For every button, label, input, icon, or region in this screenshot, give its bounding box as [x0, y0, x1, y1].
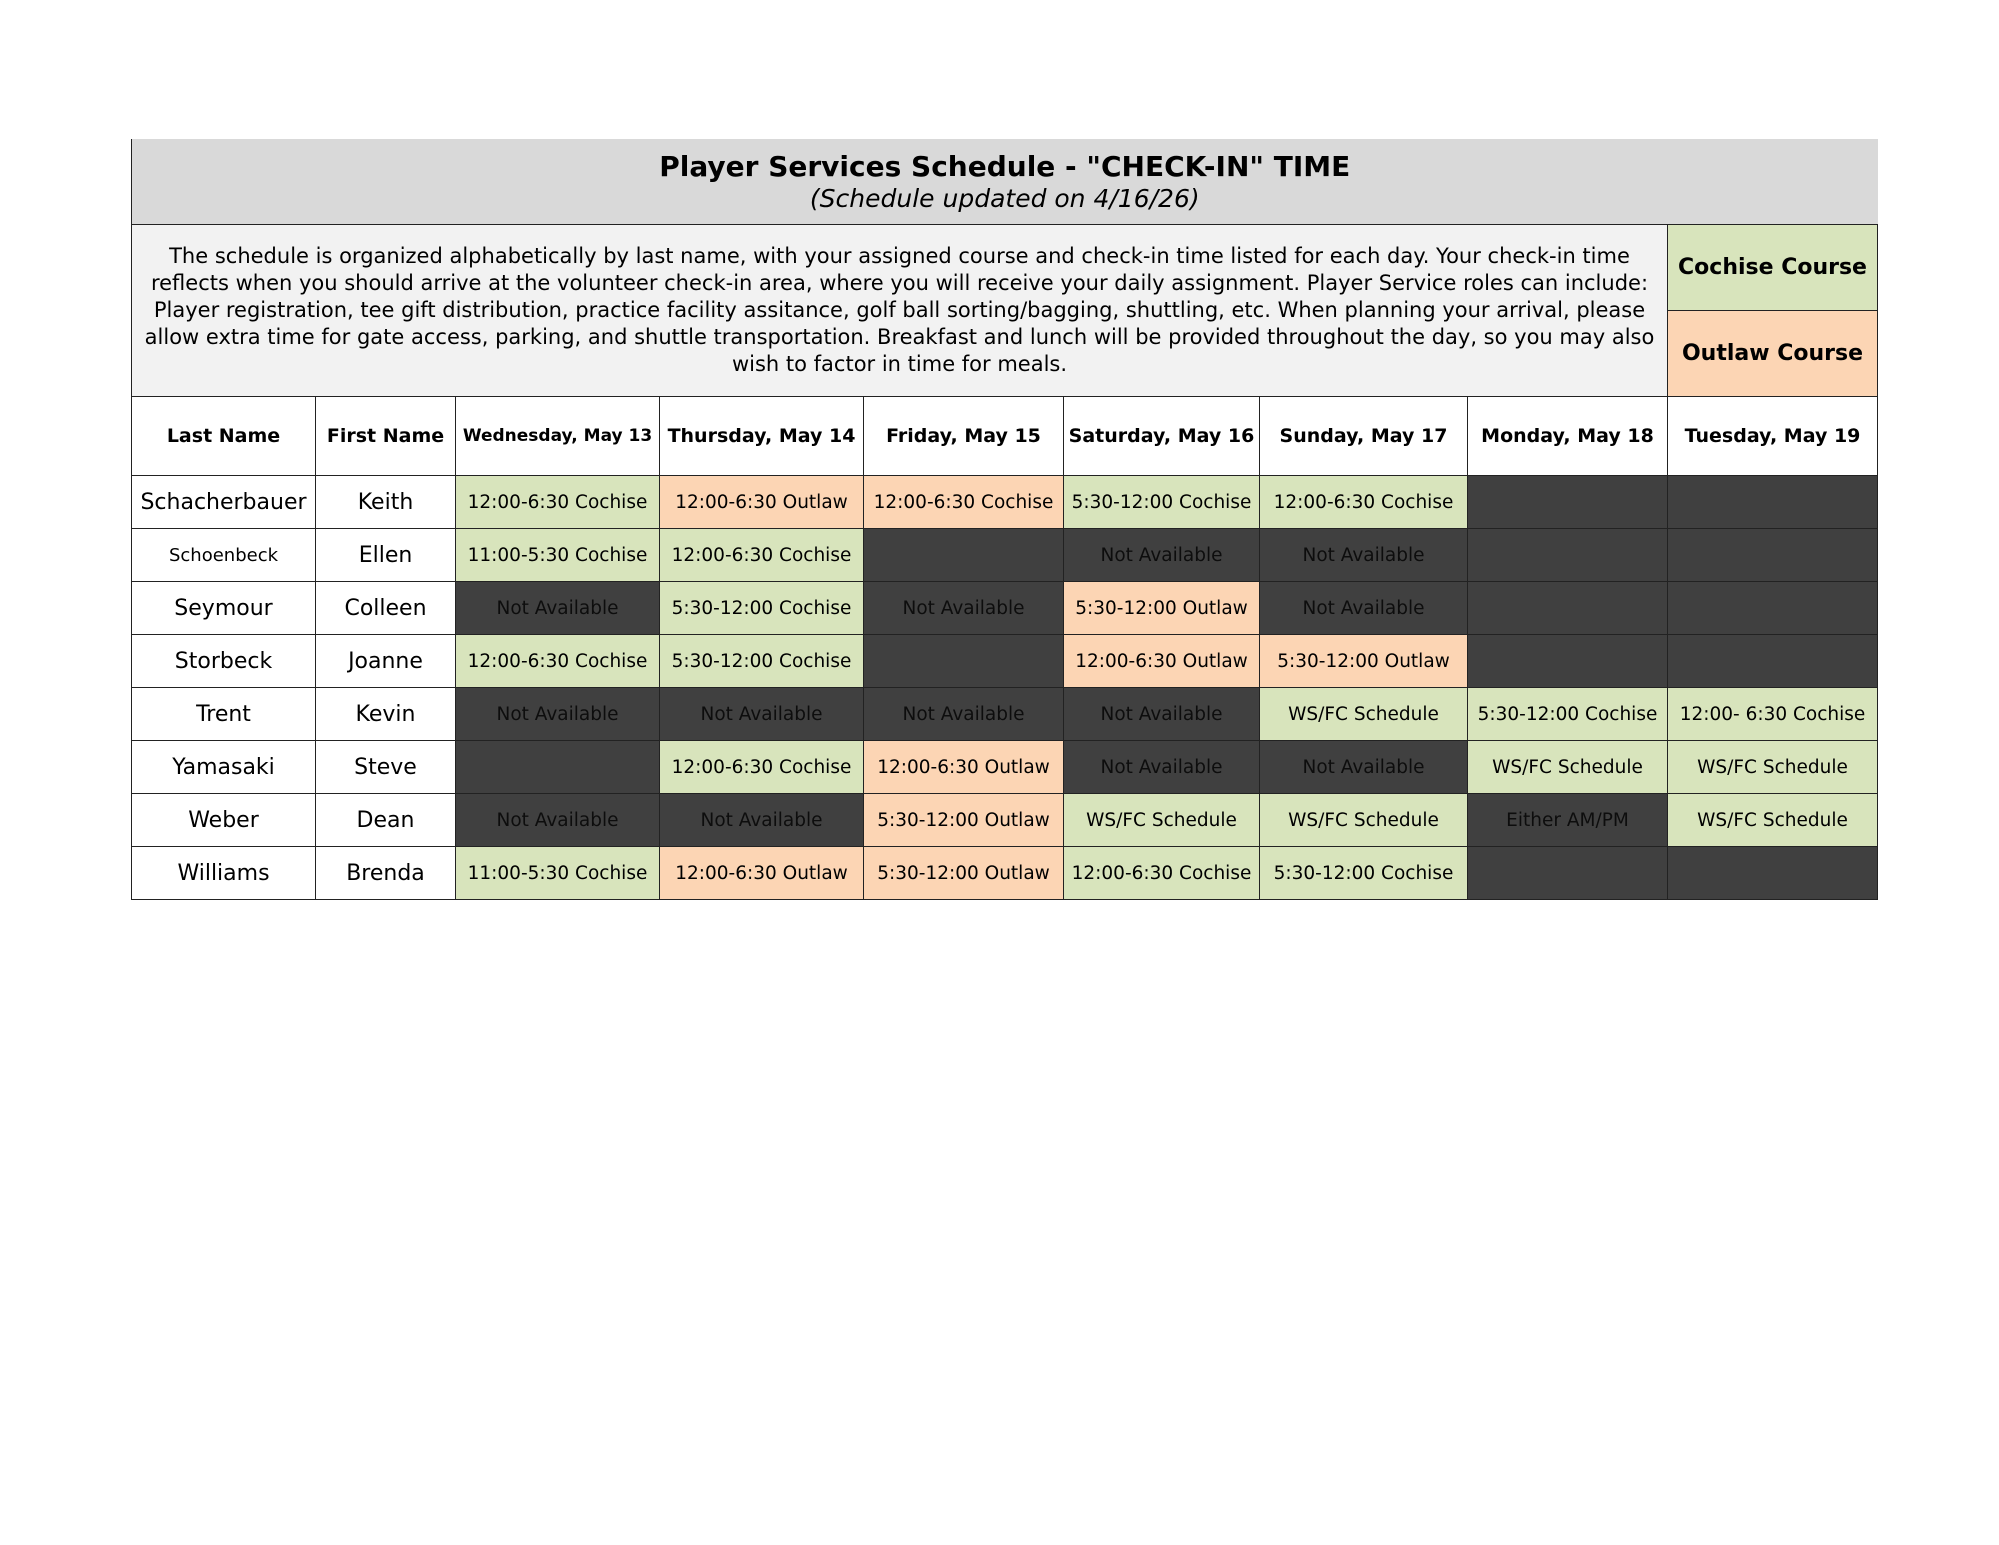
- schedule-cell: Not Available: [864, 688, 1064, 741]
- schedule-cell: 5:30-12:00 Cochise: [660, 635, 864, 688]
- schedule-cell: 11:00-5:30 Cochise: [456, 847, 660, 900]
- title-cell: [132, 139, 1878, 225]
- schedule-cell: 12:00-6:30 Cochise: [456, 476, 660, 529]
- schedule-cell-empty: [864, 529, 1064, 582]
- schedule-cell: 5:30-12:00 Outlaw: [1260, 635, 1468, 688]
- schedule-cell: Not Available: [456, 794, 660, 847]
- schedule-cell: 5:30-12:00 Cochise: [1064, 476, 1260, 529]
- first-name-cell: Colleen: [316, 582, 456, 635]
- column-header: Tuesday, May 19: [1668, 397, 1878, 476]
- legend-cochise-course: Cochise Course: [1668, 225, 1878, 311]
- schedule-cell: 5:30-12:00 Cochise: [1260, 847, 1468, 900]
- schedule-cell: WS/FC Schedule: [1260, 688, 1468, 741]
- table-row: [132, 635, 1878, 688]
- table-row: [132, 529, 1878, 582]
- table-row: [132, 741, 1878, 794]
- schedule-cell: 5:30-12:00 Outlaw: [864, 847, 1064, 900]
- schedule-cell: 12:00-6:30 Outlaw: [864, 741, 1064, 794]
- schedule-cell: 5:30-12:00 Cochise: [660, 582, 864, 635]
- schedule-cell: WS/FC Schedule: [1260, 794, 1468, 847]
- schedule-cell: 5:30-12:00 Outlaw: [1064, 582, 1260, 635]
- last-name-cell: Storbeck: [132, 635, 316, 688]
- schedule-cell: 12:00-6:30 Outlaw: [1064, 635, 1260, 688]
- schedule-cell-empty: [1668, 847, 1878, 900]
- schedule-table: [131, 139, 1878, 900]
- table-row: [132, 582, 1878, 635]
- schedule-cell: Not Available: [660, 688, 864, 741]
- last-name-cell: Williams: [132, 847, 316, 900]
- schedule-cell: Not Available: [456, 688, 660, 741]
- schedule-cell: WS/FC Schedule: [1468, 741, 1668, 794]
- column-header: First Name: [316, 397, 456, 476]
- page-title: Player Services Schedule - "CHECK-IN" TIME: [659, 149, 1351, 183]
- table-row: [132, 794, 1878, 847]
- schedule-cell: 12:00-6:30 Cochise: [660, 741, 864, 794]
- schedule-cell: 12:00-6:30 Outlaw: [660, 476, 864, 529]
- description-text: The schedule is organized alphabetically by last name, with your assigned course and check-in time listed for each day. Your check-in time reflects when you should arrive at the volunteer check-in area, where you will receive your daily assignment. Player Service roles can include: Player registration, tee gift distribution, practice facility assitance, golf ball sorting/bagging, shuttling, etc. When planning your arrival, please allow extra time for gate access, parking, and shuttle transportation. Breakfast and lunch will be provided throughout the day, so you may also wish to factor in time for meals.: [132, 225, 1668, 397]
- column-header: Last Name: [132, 397, 316, 476]
- column-header: Thursday, May 14: [660, 397, 864, 476]
- schedule-cell-empty: [1468, 847, 1668, 900]
- column-header-row: [132, 397, 1878, 476]
- first-name-cell: Kevin: [316, 688, 456, 741]
- description-row-1: [132, 225, 1878, 311]
- schedule-cell: WS/FC Schedule: [1064, 794, 1260, 847]
- schedule-cell: 5:30-12:00 Cochise: [1468, 688, 1668, 741]
- column-header: Sunday, May 17: [1260, 397, 1468, 476]
- schedule-cell-empty: [1668, 635, 1878, 688]
- first-name-cell: Dean: [316, 794, 456, 847]
- last-name-cell: Seymour: [132, 582, 316, 635]
- schedule-cell-empty: [1468, 582, 1668, 635]
- schedule-cell: 5:30-12:00 Outlaw: [864, 794, 1064, 847]
- table-row: [132, 688, 1878, 741]
- first-name-cell: Keith: [316, 476, 456, 529]
- column-header: Friday, May 15: [864, 397, 1064, 476]
- schedule-cell-empty: [864, 635, 1064, 688]
- schedule-cell-empty: [1668, 529, 1878, 582]
- schedule-cell: 12:00-6:30 Outlaw: [660, 847, 864, 900]
- schedule-cell-empty: [1468, 529, 1668, 582]
- first-name-cell: Steve: [316, 741, 456, 794]
- first-name-cell: Joanne: [316, 635, 456, 688]
- last-name-cell: Trent: [132, 688, 316, 741]
- schedule-cell: WS/FC Schedule: [1668, 794, 1878, 847]
- page-subtitle: (Schedule updated on 4/16/26): [809, 183, 1200, 213]
- first-name-cell: Ellen: [316, 529, 456, 582]
- schedule-cell: 12:00-6:30 Cochise: [1260, 476, 1468, 529]
- schedule-cell: 12:00-6:30 Cochise: [864, 476, 1064, 529]
- schedule-cell: Not Available: [1064, 529, 1260, 582]
- table-row: [132, 476, 1878, 529]
- table-row: [132, 847, 1878, 900]
- legend-outlaw-course: Outlaw Course: [1668, 311, 1878, 397]
- last-name-cell: Yamasaki: [132, 741, 316, 794]
- first-name-cell: Brenda: [316, 847, 456, 900]
- schedule-cell: Not Available: [1260, 582, 1468, 635]
- schedule-cell-empty: [1468, 476, 1668, 529]
- column-header: Wednesday, May 13: [456, 397, 660, 476]
- schedule-cell: Not Available: [1064, 688, 1260, 741]
- column-header: Monday, May 18: [1468, 397, 1668, 476]
- schedule-cell: Either AM/PM: [1468, 794, 1668, 847]
- last-name-cell: Schoenbeck: [132, 529, 316, 582]
- schedule-cell: WS/FC Schedule: [1668, 741, 1878, 794]
- schedule-cell-empty: [1668, 582, 1878, 635]
- schedule-cell: Not Available: [660, 794, 864, 847]
- schedule-cell-empty: [1668, 476, 1878, 529]
- last-name-cell: Schacherbauer: [132, 476, 316, 529]
- schedule-cell: 11:00-5:30 Cochise: [456, 529, 660, 582]
- schedule-cell: 12:00-6:30 Cochise: [456, 635, 660, 688]
- schedule-cell: Not Available: [1260, 741, 1468, 794]
- schedule-cell-empty: [456, 741, 660, 794]
- schedule-cell: Not Available: [1260, 529, 1468, 582]
- schedule-cell: 12:00-6:30 Cochise: [1064, 847, 1260, 900]
- schedule-cell-empty: [1468, 635, 1668, 688]
- schedule-cell: Not Available: [1064, 741, 1260, 794]
- column-header: Saturday, May 16: [1064, 397, 1260, 476]
- title-row: [132, 139, 1878, 225]
- schedule-cell: 12:00- 6:30 Cochise: [1668, 688, 1878, 741]
- schedule-cell: 12:00-6:30 Cochise: [660, 529, 864, 582]
- last-name-cell: Weber: [132, 794, 316, 847]
- schedule-cell: Not Available: [864, 582, 1064, 635]
- schedule-cell: Not Available: [456, 582, 660, 635]
